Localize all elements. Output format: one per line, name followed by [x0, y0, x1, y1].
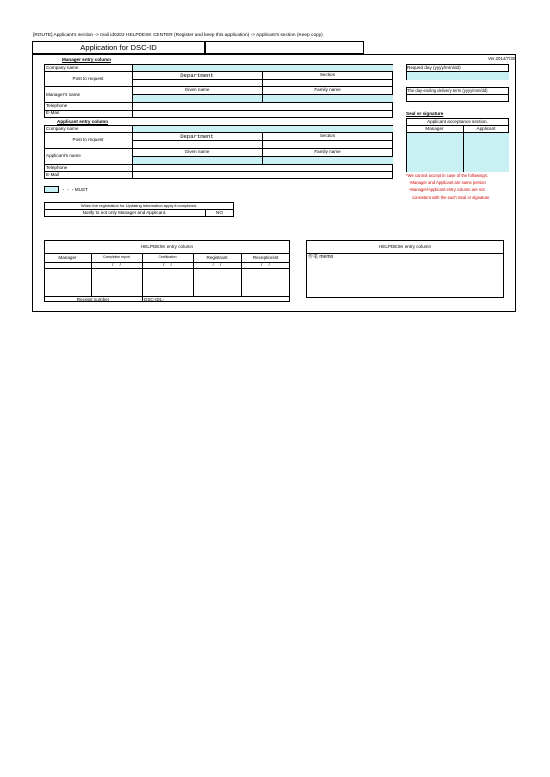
helpdesk-right-title: HELPDESK entry column	[378, 244, 432, 249]
manager-section-label: Section	[319, 72, 336, 77]
applicant-company-field[interactable]	[133, 126, 393, 133]
note-line-3: -Manager/Applicant entry column are not	[409, 187, 485, 192]
notify-label: Notify to not only Manager and Applicant.	[82, 210, 167, 215]
seal-manager-label: Manager	[425, 125, 444, 131]
applicant-name-label: Applicant's name	[46, 152, 81, 158]
applicant-given-name-field[interactable]	[133, 157, 263, 164]
seal-acceptance-label: Applicant acceptance section.	[427, 118, 488, 124]
applicant-email-label: E-Mail	[46, 171, 60, 177]
applicant-given-label: Given name	[184, 149, 210, 154]
must-legend-label: ・・・MUST	[61, 186, 88, 192]
manager-company-field[interactable]	[133, 65, 393, 72]
receipt-number-label: Receipt number	[76, 296, 110, 302]
note-line-2: -Manager and Applicant are same person	[409, 180, 486, 185]
note-line-1: *We cannot accept in case of the followings:	[406, 173, 488, 178]
hd-certification-label: Certification	[158, 255, 177, 259]
seal-applicant-label: Applicant	[476, 125, 496, 131]
must-legend-swatch	[44, 186, 59, 193]
hd-date-receptionist: / /	[261, 262, 270, 267]
hd-receptionist-label: Receptionist	[252, 254, 279, 260]
delivery-term-label: The day-ending delivery term (yyyy/mm/dd)	[407, 88, 488, 93]
applicant-family-label: Family name	[314, 149, 341, 154]
hd-completion-label: Completion report	[103, 255, 130, 259]
seal-applicant-field[interactable]	[464, 133, 509, 172]
manager-heading: Manager entry column	[62, 57, 112, 62]
manager-name-label: Manager's name	[46, 91, 81, 97]
seal-heading: Seal or signature	[406, 110, 444, 116]
hd-manager-label: Manager	[58, 254, 77, 260]
manager-telephone-field[interactable]	[133, 103, 393, 110]
hd-registrant-label: Registrant	[206, 254, 228, 260]
manager-family-label: Family name	[314, 87, 341, 92]
title-right-box	[205, 41, 364, 54]
manager-given-name-field[interactable]	[133, 95, 263, 102]
applicant-heading: Applicant entry column	[57, 118, 109, 124]
manager-given-label: Given name	[184, 87, 210, 92]
delivery-term-field[interactable]	[407, 95, 509, 102]
applicant-post-label: Post to request	[72, 137, 104, 142]
note-line-4: consistent with the each Seal or signature	[412, 194, 490, 200]
applicant-family-name-field[interactable]	[263, 157, 393, 164]
form-title-box	[32, 41, 205, 54]
hd-date-registrant: / /	[212, 262, 222, 267]
hd-date-certification: / /	[163, 262, 172, 267]
manager-post-label: Post to request	[72, 75, 104, 81]
manager-email-field[interactable]	[133, 111, 393, 118]
helpdesk-left-title: HELPDESK entry column	[140, 244, 194, 249]
version-text: Ver.2014/7/30	[488, 56, 516, 61]
applicant-telephone-field[interactable]	[133, 165, 393, 172]
applicant-section-label: Section	[319, 133, 336, 138]
memo-label: 作業 memo	[308, 254, 334, 260]
manager-company-label: Company name	[46, 64, 79, 70]
form-title: Application for DSC-ID	[80, 43, 157, 52]
seal-manager-field[interactable]	[407, 133, 464, 172]
applicant-company-label: Company name	[46, 125, 79, 131]
manager-department-label: Department	[180, 71, 214, 79]
notify-value[interactable]: NO	[216, 210, 223, 215]
dsc-id-prefix: DSC-IDL-	[144, 296, 164, 302]
memo-field[interactable]	[307, 254, 504, 298]
request-day-field[interactable]	[407, 72, 509, 80]
hd-date-completion: / /	[112, 262, 121, 267]
manager-telephone-label: Telephone	[46, 103, 68, 108]
notify-heading: When the registration for Updating information apply it completed.	[80, 202, 198, 208]
applicant-department-label: Department	[180, 132, 214, 140]
applicant-telephone-label: Telephone	[46, 164, 68, 170]
request-day-label: Requed day (yyyy/mm/dd)	[407, 64, 461, 70]
manager-family-name-field[interactable]	[263, 95, 393, 102]
route-text: [ROUTE] Applicant's section -> mail id0202 HELPDESK CENTER (Register and keep this application) -> Applicant's section (Keep copy)	[33, 33, 323, 38]
manager-email-label: E-Mail	[46, 110, 60, 115]
applicant-email-field[interactable]	[133, 172, 393, 179]
